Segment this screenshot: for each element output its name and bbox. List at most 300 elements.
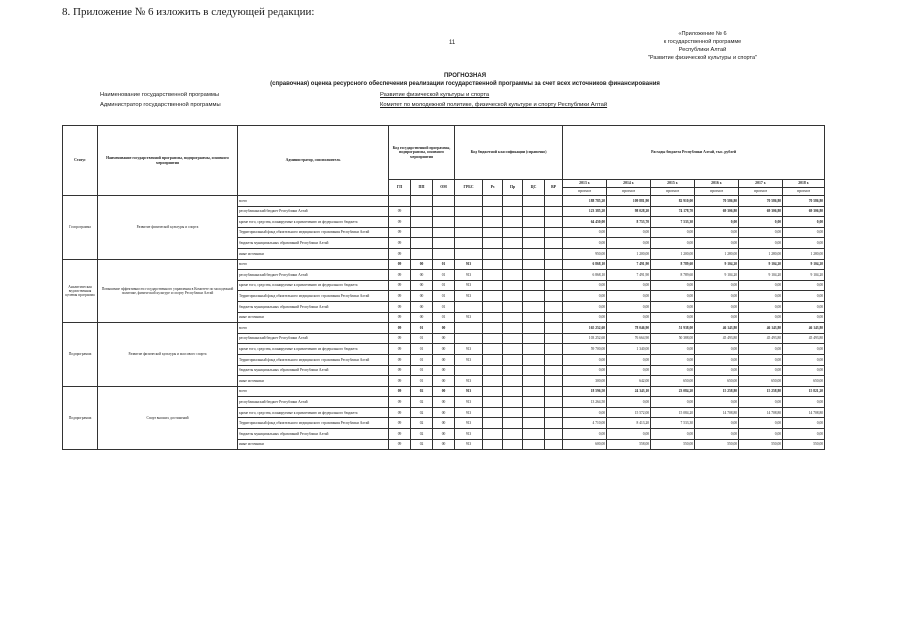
code-cell — [483, 397, 503, 408]
value-cell: 14 708,80 — [695, 407, 739, 418]
value-cell: 4 710,00 — [563, 418, 607, 429]
code-cell: 09 — [389, 238, 411, 249]
code-cell: 01 — [411, 333, 433, 344]
value-cell: 0,00 — [607, 429, 651, 440]
code-cell: 09 — [389, 439, 411, 450]
value-cell: 59 700,00 — [563, 344, 607, 355]
code-cell — [523, 238, 545, 249]
value-cell: 1 280,00 — [695, 248, 739, 259]
value-cell: 0,00 — [607, 312, 651, 323]
code-cell: 09 — [389, 429, 411, 440]
code-cell — [483, 227, 503, 238]
code-cell: 00 — [411, 301, 433, 312]
code-cell — [455, 238, 483, 249]
value-cell: 9 104,20 — [739, 270, 783, 281]
source-cell: Территориальный фонд обязательного медицинского страхования Республики Алтай — [238, 291, 389, 302]
value-cell: 0,00 — [739, 312, 783, 323]
code-cell — [523, 291, 545, 302]
name-header: Наименование государственной программы, подпрограммы, основного мероприятия — [98, 126, 238, 196]
status-cell: Госпрограмма — [63, 196, 98, 260]
code-cell: 01 — [433, 301, 455, 312]
code-cell — [483, 280, 503, 291]
value-cell: 0,00 — [783, 418, 825, 429]
source-cell: кроме того, средства, планируемые к привлечению из федерального бюджета — [238, 217, 389, 228]
source-cell: кроме того, средства, планируемые к привлечению из федерального бюджета — [238, 407, 389, 418]
code-cell — [455, 301, 483, 312]
value-cell: 9 104,20 — [783, 259, 825, 270]
value-cell: 0,00 — [695, 344, 739, 355]
code-cell — [411, 238, 433, 249]
code-subheader: ГРБС — [455, 180, 483, 196]
value-cell: 0,00 — [651, 291, 695, 302]
code-cell — [523, 439, 545, 450]
code-cell — [389, 196, 411, 207]
code-cell: 00 — [433, 344, 455, 355]
code-cell: 02 — [411, 407, 433, 418]
value-cell: 0,00 — [695, 301, 739, 312]
code-cell — [433, 217, 455, 228]
value-cell: 103 252,60 — [563, 333, 607, 344]
value-cell: 0,00 — [783, 397, 825, 408]
code-cell — [545, 333, 563, 344]
value-cell: 0,00 — [607, 227, 651, 238]
expenses-header: Расходы бюджета Республики Алтай, тыс. рублей — [563, 126, 825, 180]
code-cell — [545, 429, 563, 440]
source-cell: всего — [238, 323, 389, 334]
code-cell — [523, 259, 545, 270]
code-cell — [433, 238, 455, 249]
code-cell — [455, 248, 483, 259]
value-cell: 0,00 — [783, 291, 825, 302]
code-cell — [483, 270, 503, 281]
value-cell: 9 104,20 — [783, 270, 825, 281]
value-cell: 950,00 — [563, 248, 607, 259]
value-cell: 0,00 — [607, 365, 651, 376]
code-cell — [503, 217, 523, 228]
code-cell: 09 — [389, 333, 411, 344]
value-cell: 45 493,80 — [695, 333, 739, 344]
value-cell: 0,00 — [783, 344, 825, 355]
code-cell — [523, 354, 545, 365]
year-header: 2014 г. — [607, 180, 651, 188]
document-heading: 8. Приложение № 6 изложить в следующей редакции: — [62, 6, 315, 18]
code-cell — [545, 439, 563, 450]
code-subheader: Рз — [483, 180, 503, 196]
value-cell: 600,00 — [563, 439, 607, 450]
value-cell: 0,00 — [783, 238, 825, 249]
code-cell — [545, 407, 563, 418]
code-cell — [545, 227, 563, 238]
value-cell: 0,00 — [695, 217, 739, 228]
value-cell: 0,00 — [607, 354, 651, 365]
code-cell: 00 — [433, 439, 455, 450]
value-cell: 0,00 — [651, 301, 695, 312]
code-cell: 09 — [389, 280, 411, 291]
value-cell: 8 753,70 — [607, 217, 651, 228]
value-cell: 0,00 — [739, 227, 783, 238]
value-cell: 98 028,20 — [607, 206, 651, 217]
source-cell: бюджеты муниципальных образований Республики Алтай — [238, 365, 389, 376]
code-cell — [503, 376, 523, 387]
code-cell: 913 — [455, 259, 483, 270]
code-cell: 01 — [433, 312, 455, 323]
value-cell: 650,00 — [695, 376, 739, 387]
code-cell — [523, 301, 545, 312]
code-cell: 09 — [389, 354, 411, 365]
source-cell: всего — [238, 196, 389, 207]
admin-value: Комитет по молодежной политике, физической культуре и спорту Республики Алтай — [380, 102, 608, 108]
source-cell: иные источники — [238, 248, 389, 259]
value-cell: 0,00 — [695, 397, 739, 408]
code-cell: 913 — [455, 312, 483, 323]
code-cell: 01 — [433, 259, 455, 270]
value-cell: 0,00 — [739, 238, 783, 249]
value-cell: 550,00 — [695, 439, 739, 450]
source-cell: республиканский бюджет Республики Алтай — [238, 206, 389, 217]
code-cell: 09 — [389, 301, 411, 312]
code-subheader: Пр — [503, 180, 523, 196]
code-cell — [455, 227, 483, 238]
value-cell: 0,00 — [739, 280, 783, 291]
value-cell: 0,00 — [695, 312, 739, 323]
value-cell: 7 491,90 — [607, 270, 651, 281]
code-cell — [483, 206, 503, 217]
value-cell: 70 586,80 — [695, 196, 739, 207]
code-cell — [503, 386, 523, 397]
source-cell: республиканский бюджет Республики Алтай — [238, 333, 389, 344]
code-cell — [545, 397, 563, 408]
code-cell — [503, 196, 523, 207]
status-cell: Подпрограмма — [63, 386, 98, 450]
code-cell: 913 — [455, 407, 483, 418]
value-cell: 650,00 — [783, 376, 825, 387]
annex-line: "Развитие физической культуры и спорта" — [647, 55, 758, 61]
code-cell — [503, 301, 523, 312]
code-cell — [545, 206, 563, 217]
code-cell — [523, 407, 545, 418]
value-cell: 0,00 — [651, 280, 695, 291]
table-row — [63, 259, 825, 270]
value-cell: 23 084,20 — [651, 386, 695, 397]
code-cell — [433, 196, 455, 207]
source-cell: иные источники — [238, 376, 389, 387]
forecast-note: прогноз — [651, 188, 695, 196]
code-cell: 09 — [389, 407, 411, 418]
value-cell: 650,00 — [739, 376, 783, 387]
code-cell: 01 — [433, 270, 455, 281]
code-cell — [483, 344, 503, 355]
code-cell: 02 — [411, 439, 433, 450]
code-cell — [523, 323, 545, 334]
value-cell: 0,00 — [739, 344, 783, 355]
code-cell — [523, 376, 545, 387]
code-cell — [503, 354, 523, 365]
code-cell — [455, 365, 483, 376]
code-cell — [411, 217, 433, 228]
value-cell: 0,00 — [783, 227, 825, 238]
code-cell: 09 — [389, 270, 411, 281]
code-cell: 09 — [389, 206, 411, 217]
code-cell — [483, 407, 503, 418]
status-header: Статус — [63, 126, 98, 196]
value-cell: 1 280,00 — [739, 248, 783, 259]
value-cell: 46 143,80 — [739, 323, 783, 334]
value-cell: 70 586,80 — [783, 196, 825, 207]
value-cell: 0,00 — [739, 365, 783, 376]
table-row — [63, 196, 825, 207]
code-cell — [503, 407, 523, 418]
code-cell — [545, 238, 563, 249]
code-cell: 00 — [411, 270, 433, 281]
budget-code-header: Код бюджетной классификации (справочно) — [455, 126, 563, 180]
code-cell — [503, 238, 523, 249]
code-cell — [523, 312, 545, 323]
value-cell: 0,00 — [783, 354, 825, 365]
value-cell: 123 385,20 — [563, 206, 607, 217]
code-cell — [483, 386, 503, 397]
source-cell: иные источники — [238, 312, 389, 323]
code-cell — [411, 206, 433, 217]
value-cell: 82 910,00 — [651, 196, 695, 207]
source-cell: кроме того, средства, планируемые к привлечению из федерального бюджета — [238, 280, 389, 291]
code-cell: 913 — [455, 270, 483, 281]
value-cell: 0,00 — [783, 312, 825, 323]
value-cell: 0,00 — [563, 227, 607, 238]
code-cell — [523, 386, 545, 397]
program-name-cell: Развитие физической культуры и спорта — [98, 196, 238, 260]
code-cell: 913 — [455, 291, 483, 302]
code-cell — [523, 397, 545, 408]
value-cell: 550,00 — [783, 439, 825, 450]
code-cell — [483, 418, 503, 429]
code-cell — [545, 344, 563, 355]
code-cell — [411, 196, 433, 207]
source-cell: Территориальный фонд обязательного медицинского страхования Республики Алтай — [238, 418, 389, 429]
value-cell: 0,00 — [695, 280, 739, 291]
program-name-cell: Повышение эффективности государственного управления в Комитете по молодежной политике, физической культуре и спорту Республики Алтай — [98, 259, 238, 323]
title-line: ПРОГНОЗНАЯ — [443, 73, 487, 79]
value-cell: 0,00 — [651, 238, 695, 249]
annex-line: Республики Алтай — [678, 47, 727, 53]
value-cell: 1 200,00 — [651, 248, 695, 259]
year-header: 2018 г. — [783, 180, 825, 188]
code-cell — [503, 291, 523, 302]
program-label: Наименование государственной программы — [100, 92, 219, 98]
code-cell: 02 — [411, 397, 433, 408]
value-cell: 14 708,80 — [783, 407, 825, 418]
code-cell — [503, 333, 523, 344]
value-cell: 0,00 — [563, 407, 607, 418]
code-cell — [523, 429, 545, 440]
value-cell: 74 178,70 — [651, 206, 695, 217]
code-cell — [545, 386, 563, 397]
code-cell — [483, 429, 503, 440]
value-cell: 300,00 — [563, 376, 607, 387]
value-cell: 0,00 — [563, 280, 607, 291]
code-subheader: ГП — [389, 180, 411, 196]
code-cell — [483, 376, 503, 387]
code-cell — [503, 397, 523, 408]
value-cell: 109 881,90 — [607, 196, 651, 207]
annex-block — [620, 30, 785, 62]
annex-line: «Приложение № 6 — [678, 31, 727, 37]
code-cell — [523, 270, 545, 281]
value-cell: 13 264,50 — [563, 397, 607, 408]
table-row — [63, 323, 825, 334]
value-cell: 6 868,10 — [563, 270, 607, 281]
code-cell — [523, 333, 545, 344]
code-cell — [483, 196, 503, 207]
code-cell — [483, 238, 503, 249]
code-cell — [433, 248, 455, 259]
code-cell — [503, 312, 523, 323]
code-cell — [523, 206, 545, 217]
value-cell: 0,00 — [563, 238, 607, 249]
code-cell: 02 — [411, 418, 433, 429]
code-cell: 09 — [389, 248, 411, 259]
value-cell: 0,00 — [651, 397, 695, 408]
code-cell — [545, 323, 563, 334]
value-cell: 15 084,20 — [651, 407, 695, 418]
value-cell: 0,00 — [695, 238, 739, 249]
code-cell — [545, 376, 563, 387]
source-cell: Территориальный фонд обязательного медицинского страхования Республики Алтай — [238, 354, 389, 365]
code-cell: 913 — [455, 354, 483, 365]
value-cell: 1 340,00 — [607, 344, 651, 355]
value-cell: 1 280,00 — [783, 248, 825, 259]
value-cell: 0,00 — [563, 365, 607, 376]
forecast-note: прогноз — [739, 188, 783, 196]
source-cell: республиканский бюджет Республики Алтай — [238, 397, 389, 408]
code-cell — [523, 365, 545, 376]
value-cell: 0,00 — [607, 397, 651, 408]
code-cell: 01 — [411, 365, 433, 376]
value-cell: 0,00 — [739, 418, 783, 429]
code-cell: 913 — [455, 397, 483, 408]
value-cell: 8 413,20 — [607, 418, 651, 429]
code-cell — [503, 429, 523, 440]
source-cell: всего — [238, 386, 389, 397]
code-cell — [503, 323, 523, 334]
code-cell — [545, 280, 563, 291]
value-cell: 0,00 — [739, 354, 783, 365]
source-cell: всего — [238, 259, 389, 270]
code-cell: 01 — [411, 323, 433, 334]
code-cell: 09 — [389, 344, 411, 355]
year-header: 2017 г. — [739, 180, 783, 188]
value-cell: 1 200,00 — [607, 248, 651, 259]
code-cell — [483, 291, 503, 302]
value-cell: 7 491,90 — [607, 259, 651, 270]
value-cell: 0,00 — [783, 217, 825, 228]
source-cell: бюджеты муниципальных образований Республики Алтай — [238, 429, 389, 440]
code-cell — [545, 259, 563, 270]
value-cell: 8 789,60 — [651, 259, 695, 270]
value-cell: 642,00 — [607, 376, 651, 387]
code-cell — [411, 227, 433, 238]
budget-table — [62, 125, 825, 450]
value-cell: 8 789,60 — [651, 270, 695, 281]
status-cell: Аналитическая ведомственная целевая программа — [63, 259, 98, 323]
program-name-cell: Спорт высших достижений — [98, 386, 238, 450]
value-cell: 0,00 — [695, 365, 739, 376]
code-cell — [545, 291, 563, 302]
code-cell: 01 — [411, 344, 433, 355]
value-cell: 69 306,80 — [739, 206, 783, 217]
code-cell — [455, 196, 483, 207]
value-cell: 0,00 — [563, 291, 607, 302]
code-cell: 09 — [389, 418, 411, 429]
code-cell — [483, 248, 503, 259]
code-cell — [483, 323, 503, 334]
code-cell — [503, 418, 523, 429]
code-cell: 00 — [433, 333, 455, 344]
code-cell — [455, 206, 483, 217]
value-cell: 0,00 — [607, 238, 651, 249]
value-cell: 45 493,80 — [739, 333, 783, 344]
code-cell: 00 — [433, 397, 455, 408]
code-cell: 09 — [389, 227, 411, 238]
code-cell — [433, 206, 455, 217]
code-cell — [483, 259, 503, 270]
code-cell: 00 — [433, 418, 455, 429]
program-value: Развитие физической культуры и спорта — [380, 92, 490, 98]
value-cell: 9 104,20 — [695, 259, 739, 270]
code-cell — [545, 270, 563, 281]
value-cell: 0,00 — [651, 344, 695, 355]
code-subheader: ЦС — [523, 180, 545, 196]
code-cell — [545, 312, 563, 323]
value-cell: 69 306,80 — [783, 206, 825, 217]
value-cell: 0,00 — [563, 301, 607, 312]
code-cell — [503, 248, 523, 259]
value-cell: 6 868,10 — [563, 259, 607, 270]
source-cell: иные источники — [238, 439, 389, 450]
value-cell: 0,00 — [651, 365, 695, 376]
code-cell — [411, 248, 433, 259]
code-cell — [455, 323, 483, 334]
code-cell — [483, 333, 503, 344]
value-cell: 0,00 — [783, 365, 825, 376]
header-row — [63, 126, 825, 180]
code-cell — [433, 227, 455, 238]
code-cell — [545, 354, 563, 365]
year-header: 2013 г. — [563, 180, 607, 188]
code-cell: 00 — [433, 354, 455, 365]
code-cell — [523, 418, 545, 429]
code-cell: 00 — [433, 323, 455, 334]
code-cell — [455, 333, 483, 344]
value-cell: 0,00 — [739, 429, 783, 440]
code-subheader: ОМ — [433, 180, 455, 196]
code-cell: 09 — [389, 312, 411, 323]
code-cell: 913 — [455, 439, 483, 450]
code-cell — [503, 439, 523, 450]
value-cell: 9 104,20 — [695, 270, 739, 281]
code-cell — [503, 365, 523, 376]
value-cell: 0,00 — [739, 217, 783, 228]
code-cell: 09 — [389, 365, 411, 376]
code-cell: 913 — [455, 344, 483, 355]
value-cell: 50 388,00 — [651, 333, 695, 344]
code-cell: 02 — [411, 386, 433, 397]
value-cell: 46 143,80 — [695, 323, 739, 334]
code-cell — [545, 418, 563, 429]
source-cell: бюджеты муниципальных образований Республики Алтай — [238, 301, 389, 312]
code-cell: 00 — [411, 312, 433, 323]
code-cell: 09 — [389, 376, 411, 387]
code-cell — [523, 248, 545, 259]
